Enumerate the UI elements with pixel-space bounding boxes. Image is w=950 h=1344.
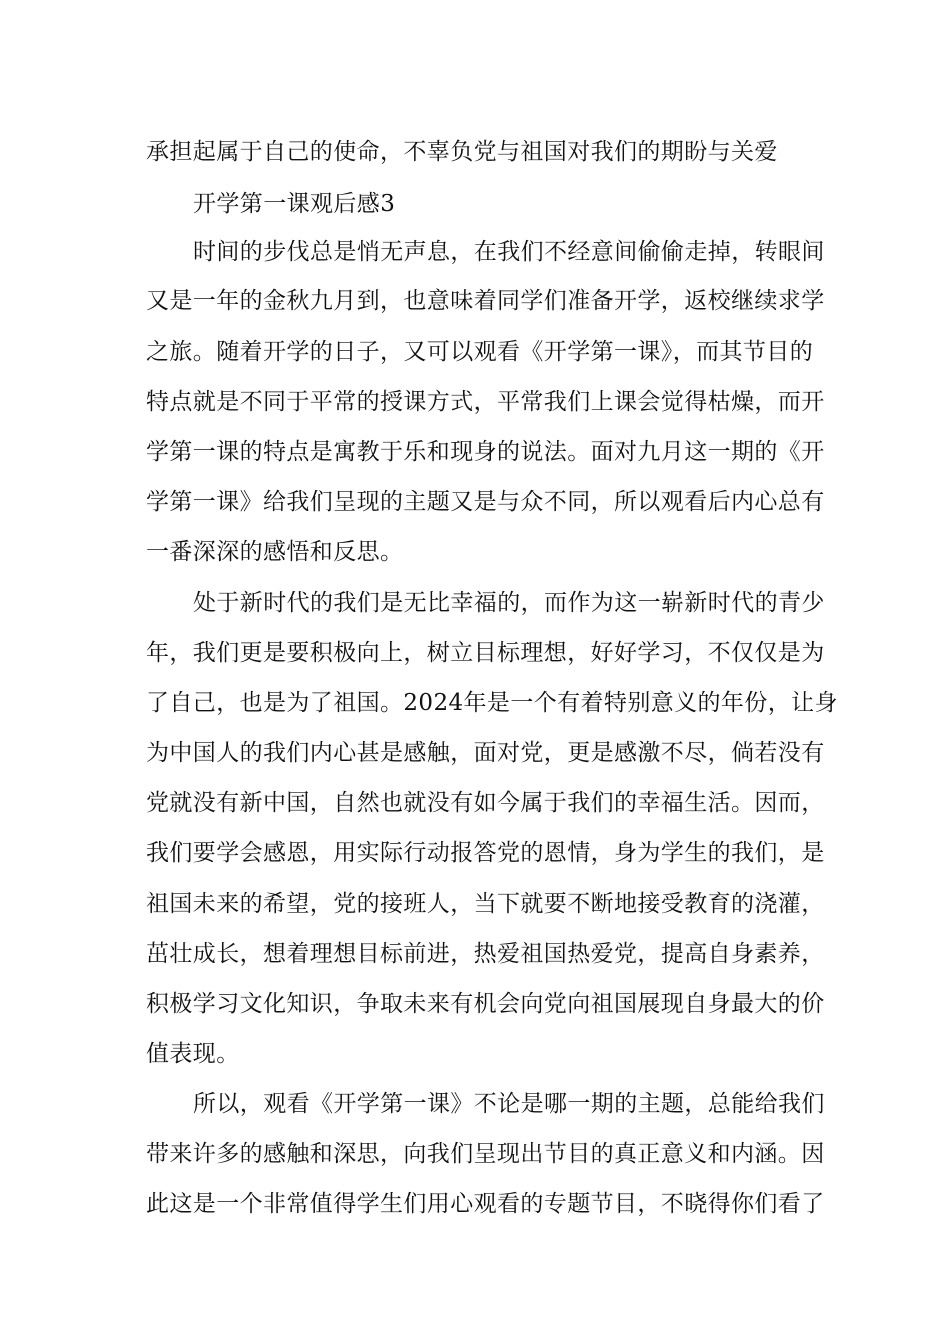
text-line: 一番深深的感悟和反思。	[146, 539, 404, 565]
text-line: 值表现。	[146, 1041, 240, 1067]
text-line: 学第一课的特点是寓教于乐和现身的说法。面对九月这一期的《开	[146, 439, 825, 465]
text-line: 带来许多的感触和深思，向我们呈现出节目的真正意义和内涵。因	[146, 1141, 825, 1167]
text-line: 时间的步伐总是悄无声息，在我们不经意间偷偷走掉，转眼间	[193, 239, 825, 265]
text-line: 特点就是不同于平常的授课方式，平常我们上课会觉得枯燥，而开	[146, 389, 825, 415]
text-line: 学第一课》给我们呈现的主题又是与众不同，所以观看后内心总有	[146, 489, 825, 515]
text-line: 年，我们更是要积极向上，树立目标理想，好好学习，不仅仅是为	[146, 640, 825, 666]
text-line: 祖国未来的希望，党的接班人，当下就要不断地接受教育的浇灌，	[146, 891, 825, 917]
text-line: 又是一年的金秋九月到，也意味着同学们准备开学，返校继续求学	[146, 288, 825, 314]
text-line: 茁壮成长，想着理想目标前进，热爱祖国热爱党，提高自身素养，	[146, 941, 825, 967]
text-line: 我们要学会感恩，用实际行动报答党的恩情，身为学生的我们，是	[146, 840, 825, 866]
section-heading: 开学第一课观后感3	[193, 191, 396, 217]
text-line: 之旅。随着开学的日子，又可以观看《开学第一课》，而其节目的	[146, 339, 814, 365]
text-line: 了自己，也是为了祖国。2024年是一个有着特别意义的年份，让身	[146, 690, 838, 716]
text-line: 为中国人的我们内心甚是感触，面对党，更是感激不尽，倘若没有	[146, 740, 825, 766]
text-line: 积极学习文化知识，争取未来有机会向党向祖国展现自身最大的价	[146, 991, 825, 1017]
text-line: 处于新时代的我们是无比幸福的，而作为这一崭新时代的青少	[193, 590, 825, 616]
text-line: 承担起属于自己的使命，不辜负党与祖国对我们的期盼与关爱	[146, 139, 778, 165]
text-line: 此这是一个非常值得学生们用心观看的专题节目，不晓得你们看了	[146, 1191, 825, 1217]
text-line: 所以，观看《开学第一课》不论是哪一期的主题，总能给我们	[193, 1091, 825, 1117]
text-line: 党就没有新中国，自然也就没有如今属于我们的幸福生活。因而，	[146, 790, 825, 816]
